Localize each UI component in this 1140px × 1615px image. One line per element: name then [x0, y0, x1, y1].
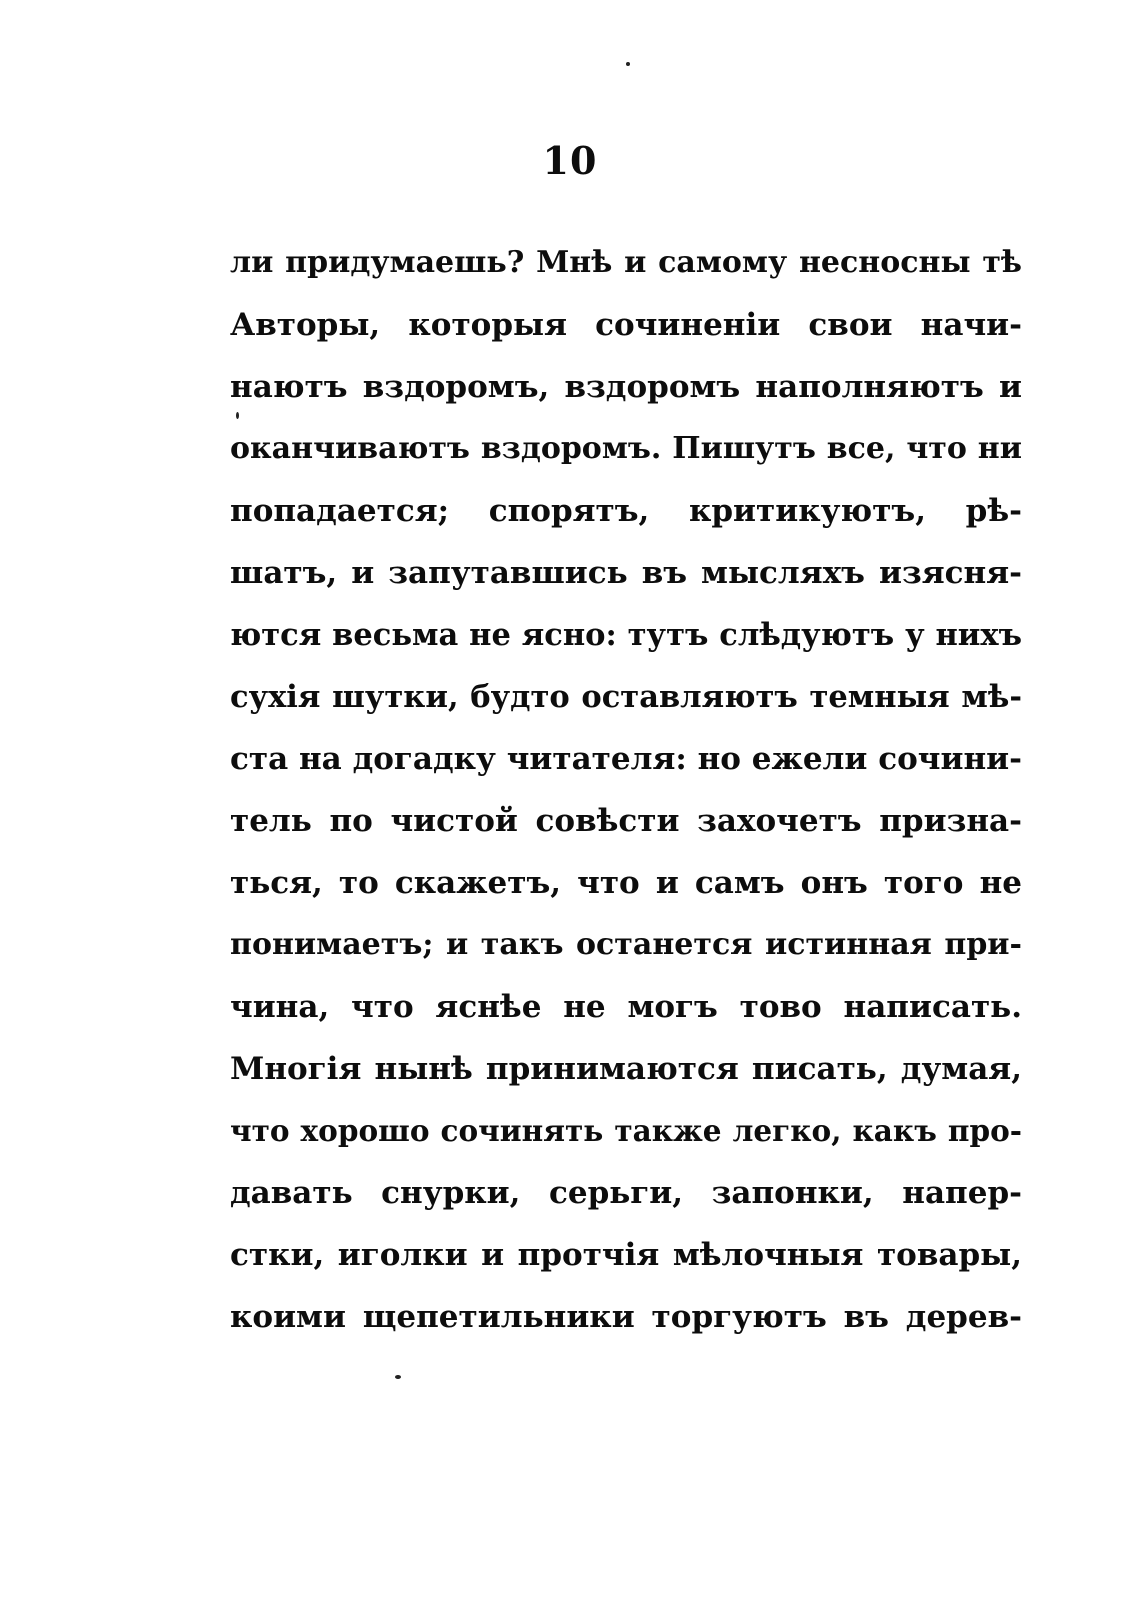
text-line: ться, то скажетъ, что и самъ онъ того не — [230, 865, 1022, 901]
text-line: ста на догадку читателя: но ежели сочини- — [230, 741, 1022, 777]
text-line: Авторы, которыя сочиненіи свои начи- — [230, 307, 1022, 343]
text-line: ли придумаешь? Мнѣ и самому несносны тѣ — [230, 245, 1022, 280]
scan-speck — [626, 62, 630, 66]
text-line: оканчиваютъ вздоромъ. Пишутъ все, что ни — [230, 431, 1022, 466]
text-line: сухія шутки, будто оставляютъ темныя мѣ- — [230, 679, 1022, 715]
text-line: шатъ, и запутавшись въ мысляхъ изясня- — [230, 555, 1022, 591]
text-line: коими щепетильники торгуютъ въ дерев- — [230, 1299, 1022, 1335]
text-line: чина, что яснѣе не могъ тово написать. — [230, 989, 1022, 1025]
page-number: 10 — [542, 138, 598, 183]
text-line: стки, иголки и протчія мѣлочныя товары, — [230, 1237, 1022, 1273]
text-line: что хорошо сочинять также легко, какъ про- — [230, 1113, 1022, 1148]
text-line: Многія нынѣ принимаются писать, думая, — [230, 1051, 1022, 1087]
text-line: тель по чистой совѣсти захочетъ призна- — [230, 803, 1022, 839]
text-line: давать снурки, серьги, запонки, напер- — [230, 1175, 1022, 1211]
body-text — [230, 232, 1022, 1348]
text-line: понимаетъ; и такъ останется истинная при- — [230, 927, 1022, 962]
text-line: ются весьма не ясно: тутъ слѣдуютъ у нихъ — [230, 617, 1022, 653]
scan-speck — [236, 412, 239, 419]
text-line: наютъ вздоромъ, вздоромъ наполняютъ и — [230, 369, 1022, 405]
text-line: попадается; спорятъ, критикуютъ, рѣ- — [230, 493, 1022, 529]
scan-speck — [395, 1375, 401, 1379]
